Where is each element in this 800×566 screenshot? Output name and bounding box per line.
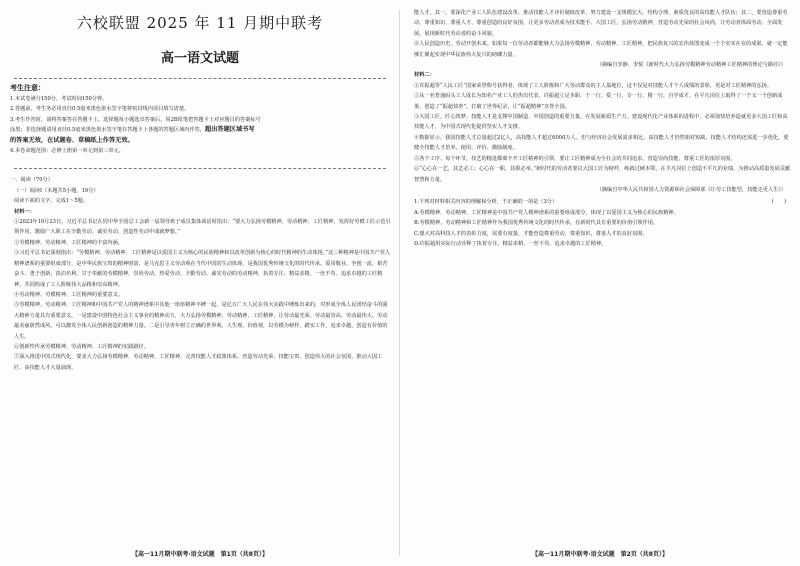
instruction-text: 阅读下面的文字，完成1～5题。	[14, 198, 89, 205]
notice-item	[8, 125, 392, 135]
page-footer: 【高一11月期中联考·语文试题 第1页（共8页）】	[132, 551, 268, 558]
notice-item: 4.本卷命题范围：必修上册第一单元到第三单元。	[10, 148, 124, 155]
notice-item: 1.本试卷满分150分，考试时间150分钟。	[10, 96, 108, 102]
answer-option-d: D.许振超用实际行动诠释了执着专注、精益求精、一丝不苟、追求卓越的工匠精神。	[414, 240, 607, 247]
notice-emphasis: 的答案无效，在试题卷、草稿纸上作答无效。	[10, 136, 134, 144]
passage-paragraph: ⑦深入推进中国式现代化，要求大力弘扬劳模精神、劳动精神、工匠精神，完善技能人才政策体系，营造劳动光荣、技能宝贵、创造伟大的社会氛围，推动大国工匠、高技能人才大量涌现。	[14, 354, 383, 371]
passage-body	[408, 8, 792, 60]
option-list	[408, 208, 792, 250]
question-stem	[408, 197, 792, 207]
source-citation: （摘编自中华人民共和国人力资源和社会保障部《让劳工技能型，技能走更人生》）	[596, 186, 786, 193]
material-label: 材料一：	[14, 208, 35, 215]
dashed-divider	[14, 78, 386, 79]
notice-item: 3.考生作答时，请将答案答在答题卡上。选择题每小题选出答案后，用2B铅笔把答题卡上对应题目的答案标号	[10, 116, 261, 123]
passage-paragraph: ⑧人民创造历史，劳动开创未来。如果每一位劳动者都能够大力弘扬劳模精神、劳动精神、工匠精神，把民族复兴的宏伟蓝图变成一个个实实在在的成果，就一定能够汇聚起实现中华民族伟大复兴的磅礴力量。	[414, 41, 788, 58]
answer-option-a: A.劳模精神、劳动精神、工匠精神是中国共产党人精神谱系的重要组成部分，体现了以爱国主义为核心的民族精神。	[414, 209, 679, 216]
page-1	[8, 0, 392, 566]
passage-paragraph: ①2023年10月23日，习近平总书记在同中华全国总工会新一届领导班子成员集体谈话时指出：“要大力弘扬劳模精神、劳动精神、工匠精神，发挥好劳模工匠示范引领作用，激励广大职工在辛勤劳动、诚实劳动、创造性劳动中成就梦想。”	[14, 219, 391, 236]
answer-option-c: C.想大对高科技人才的表彰力度，需要有度量，才能营造尊重劳动，尊重知识，尊重人才的良好氛围。	[414, 230, 648, 237]
passage-paragraph: ⑥创新性传承劳模精神、劳动精神、工匠精神的实践路径。	[14, 343, 149, 350]
passage-paragraph: ②从一名普通码头工人成长为知名产业工人的杰出代表，许振超立足本职、干一行、爱一行、专一行、精一行，自学成才，在平凡岗位上取得了一个又一个创新成果，创造了“振超效率”，打破了世界纪录，让“振超精神”享誉全国。	[414, 93, 783, 110]
passage-paragraph: ⑤劳模精神、劳动精神、工匠精神和中国共产党人的精神谱系中其他一座座精神丰碑一起，是亿万广大人民在伟大实践中锤炼出来的，对形成全体人民团结奋斗的强大精神力量具有重要意义。一是建设中国特色社会主义事业的精神动力，大力弘扬劳模精神、劳动精神、工匠精神，让劳动最光荣、劳动最崇高、劳动最伟大、劳动最美丽蔚然成风，可以激发全体人民创新创造的精神力量。二是引导青年树立正确的世界观、人生观、价值观，以劳模为榜样，踏实工作，追求卓越，创造有价值的人生。	[14, 302, 388, 340]
passage-paragraph: ③习近平总书记深刻指出：“劳模精神、劳动精神、工匠精神是以爱国主义为核心的民族精神和以改革创新为核心的时代精神的生动体现。”这三种精神是中国共产党人精神谱系的重要组成部分，是中华民族宝贵的精神财富，是马克思主义劳动观在当代中国的生动体现，是我国优秀传统文化的时代传承。爱岗敬业、争创一流，艰苦奋斗、勇于创新，淡泊名利、甘于奉献的劳模精神，崇尚劳动、热爱劳动、辛勤劳动、诚实劳动的劳动精神，执着专注、精益求精、一丝不苟、追求卓越的工匠精神，共同构成了工人阶级伟大品格和崇高精神。	[14, 250, 391, 288]
notice-emphasis: 超出答题区域书写	[205, 126, 255, 134]
subsection-heading: （一）阅读Ⅰ（本题共5小题，19分）	[14, 187, 99, 194]
subject-title: 高一语文试题	[160, 51, 239, 66]
passage-paragraph: ③大国工匠，匠心筑梦。技能人才是支撑中国制造、中国创造的重要力量。在发展新质生产力、建设现代化产业体系的进程中，必须加快培养造就更多大国工匠和高技能人才，为中国式现代化提供坚实人才支撑。	[414, 114, 788, 131]
section-heading: 一、阅读（70分）	[10, 177, 53, 184]
passage-paragraph: ①许振超等“人民工匠”国家荣誉称号获得者，体现了工人阶级和广大劳动群众的主人翁地位，这不仅是对技能人才个人成绩的表彰，更是对工匠精神的弘扬。	[414, 82, 773, 89]
passage-body	[8, 217, 392, 373]
source-citation: （摘编自李静、李悦《新时代大力弘扬劳模精神劳动精神工匠精神的理论与路径》）	[596, 62, 786, 69]
passage-paragraph: ⑥“心心在一艺，其艺必工；心心在一职，其职必举。”新时代的劳动者要以大国工匠为榜样，练就过硬本领，在平凡岗位上创造不平凡的业绩，为推动高质量发展贡献智慧和力量。	[414, 166, 791, 183]
question-text: 1.下列对材料相关内容的理解和分析，不正确的一项是（3分）	[414, 199, 558, 206]
page-footer: 【高一11月期中联考·语文试题 第2页（共8页）】	[532, 551, 668, 558]
notice-block	[8, 94, 392, 156]
passage-paragraph: ⑤各个工序、每个环节，技艺的精进都离不开工匠精神的引领，要让工匠精神成为全社会的共同追求，营造崇尚技能、尊重工匠的浓厚氛围。	[414, 155, 736, 162]
notice-item: 2.答题前，考生务必用直径0.5毫米黑色墨水签字笔将密封线内项目填写清楚。	[10, 106, 190, 113]
material-label: 材料二：	[414, 72, 435, 79]
notice-title: 考生注意：	[10, 84, 45, 92]
passage-paragraph: 能人才，其一，要深化产业工人队伍建设改革，推动技能人才评价制度改革，努力建设一支规模宏大、结构合理、素质优良的高技能人才队伍；其二，要营造尊重劳动、尊重知识、尊重人才、尊重创造的良好氛围，让更多劳动者成为技术能手、大国工匠，弘扬劳动精神，营造劳动光荣的社会风尚，让劳动者体面劳动、全面发展，展现新时代劳动者的奋斗风貌。	[414, 10, 788, 37]
notice-item-text: 涂黑；非选择题请用直径0.5毫米黑色墨水签字笔在答题卡上各题的答题区域内作答，	[10, 127, 206, 134]
exam-title: 六校联盟 2025 年 11 月期中联考	[76, 14, 324, 32]
passage-paragraph: ②劳模精神、劳动精神、工匠精神的丰富内涵。	[14, 239, 123, 246]
answer-blank: ( )	[771, 199, 786, 206]
passage-paragraph: ④数据显示，我国技能人才总量超过2亿人，高技能人才超过6000万人。但与经济社会发展需求相比，高技能人才仍然相对短缺，技能人才结构还需进一步优化，要健全技能人才培养、使用、评价、激励制度。	[414, 134, 789, 152]
answer-option-b: B.劳模精神、劳动精神和工匠精神作为我国优秀传统文化的时代传承，在新时代具有重要的价值引领作用。	[414, 220, 659, 227]
page-divider	[399, 10, 400, 556]
notice-item	[8, 136, 392, 146]
passage-body	[408, 81, 792, 185]
page-2	[408, 0, 792, 566]
dashed-divider	[14, 168, 386, 169]
passage-paragraph: ④劳动精神、劳模精神、工匠精神的重要意义。	[14, 291, 123, 298]
